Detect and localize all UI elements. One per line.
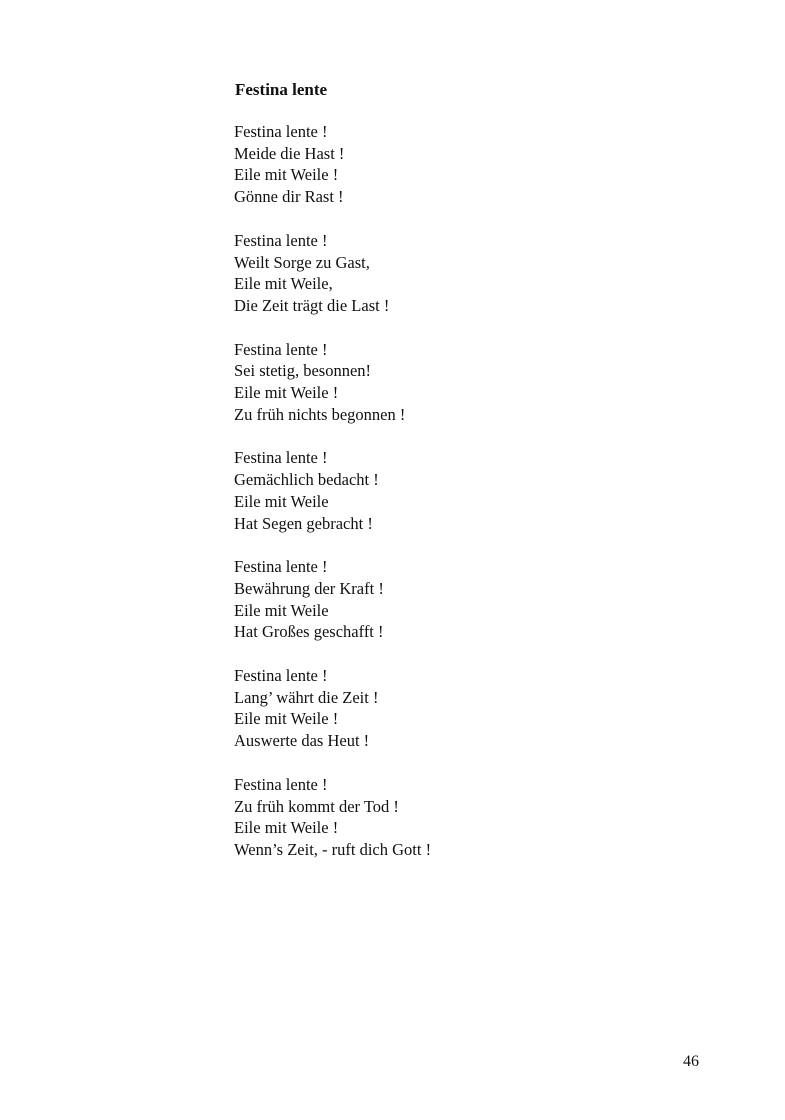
poem-line: Eile mit Weile !: [234, 383, 339, 403]
poem-line: Festina lente !: [234, 339, 328, 359]
poem-line: Festina lente !: [234, 122, 328, 141]
poem-line: Die Zeit trägt die Last !: [234, 295, 390, 315]
poem-line: Weilt Sorge zu Gast,: [234, 252, 370, 272]
poem-line: Eile mit Weile !: [234, 818, 339, 838]
poem-title: Festina lente: [235, 80, 328, 99]
poem-line: Eile mit Weile: [234, 491, 329, 511]
stanza-2: [234, 230, 431, 317]
poem-line: Festina lente !: [234, 557, 328, 577]
poem-line: Zu früh kommt der Tod !: [234, 796, 399, 816]
poem-line: Auswerte das Heut !: [234, 731, 370, 751]
poem-line: Eile mit Weile !: [234, 165, 339, 185]
poem-line: Zu früh nichts begonnen !: [234, 404, 406, 424]
stanza-4: [234, 447, 431, 534]
stanza-6: [234, 665, 431, 752]
poem-body: [234, 121, 431, 883]
page-number: 46: [683, 1053, 699, 1070]
poem-line: Festina lente !: [234, 666, 328, 686]
poem-line: Gemächlich bedacht !: [234, 470, 379, 490]
poem-line: Festina lente !: [234, 774, 328, 794]
poem-line: Hat Großes geschafft !: [234, 622, 384, 642]
poem-line: Sei stetig, besonnen!: [234, 361, 372, 381]
poem-line: Eile mit Weile,: [234, 274, 333, 294]
stanza-3: [234, 339, 431, 426]
poem-line: Eile mit Weile !: [234, 709, 339, 729]
poem-line: Festina lente !: [234, 230, 328, 250]
poem-line: Meide die Hast !: [234, 143, 345, 163]
poem-line: Lang’ währt die Zeit !: [234, 687, 379, 707]
poem-line: Gönne dir Rast !: [234, 187, 344, 207]
poem-line: Bewährung der Kraft !: [234, 578, 384, 598]
poem-line: Wenn’s Zeit, - ruft dich Gott !: [234, 839, 432, 859]
poem-line: Festina lente !: [234, 448, 328, 468]
stanza-7: [234, 774, 431, 861]
stanza-1: [234, 121, 431, 208]
stanza-5: [234, 556, 431, 643]
poem-line: Hat Segen gebracht !: [234, 513, 373, 533]
poem-line: Eile mit Weile: [234, 600, 329, 620]
